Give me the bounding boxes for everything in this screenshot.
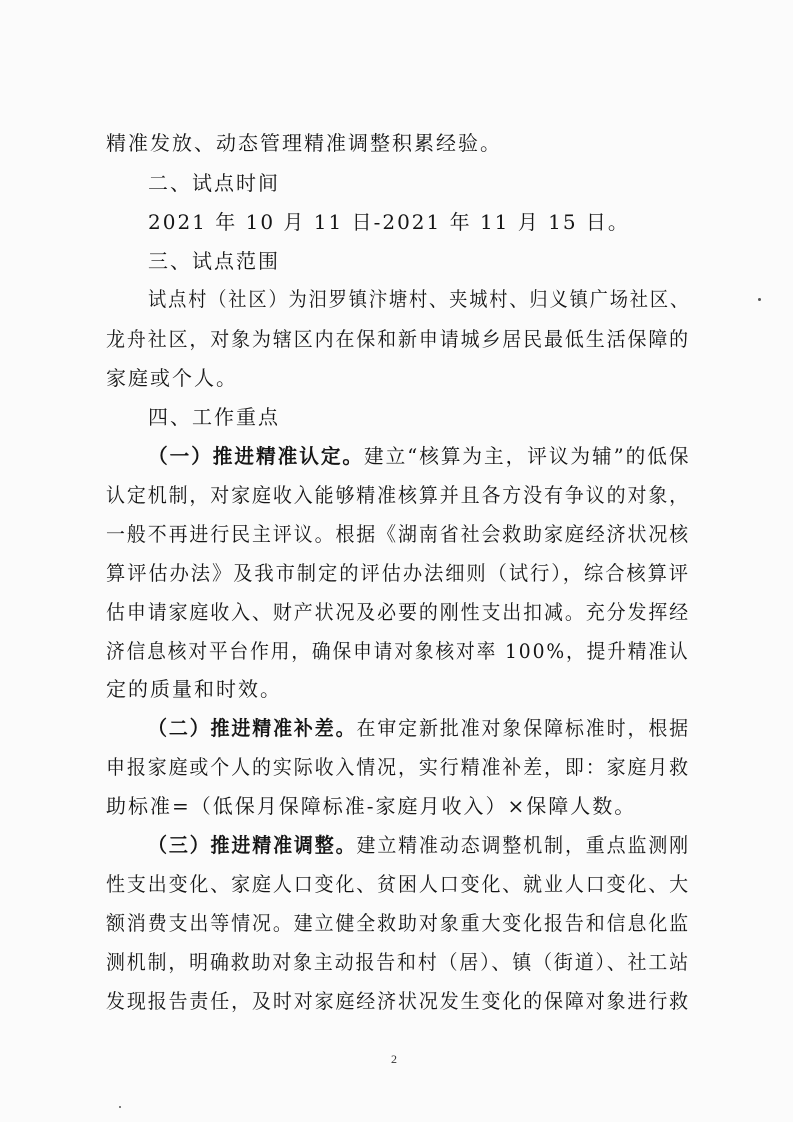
item-1-text: 建立“核算为主，评议为辅”的低保 <box>364 444 691 468</box>
item-3-title: （三）推进精准调整。 <box>148 833 357 857</box>
page-number: 2 <box>391 1052 397 1066</box>
item-3-line-2: 性支出变化、家庭人口变化、贫困人口变化、就业人口变化、大 <box>106 872 691 896</box>
section-3-body-line-2: 龙舟社区，对象为辖区内在保和新申请城乡居民最低生活保障的 <box>106 327 691 351</box>
item-1-line-4: 算评估办法》及我市制定的评估办法细则（试行），综合核算评 <box>106 561 691 585</box>
section-3-body-line-3: 家庭或个人。 <box>106 366 238 390</box>
continuation-line: 精准发放、动态管理精准调整积累经验。 <box>106 131 502 155</box>
section-2-title: 二、试点时间 <box>148 171 280 195</box>
item-3-line-4: 测机制，明确救助对象主动报告和村（居）、镇（街道）、社工站 <box>106 950 691 974</box>
item-1-line-7: 定的质量和时效。 <box>106 677 282 701</box>
item-2-title: （二）推进精准补差。 <box>148 716 357 740</box>
scan-speck <box>758 298 761 301</box>
item-1-line-5: 估申请家庭收入、财产状况及必要的刚性支出扣减。充分发挥经 <box>106 600 691 624</box>
item-1-line-2: 认定机制，对家庭收入能够精准核算并且各方没有争议的对象， <box>106 483 691 507</box>
item-3-line-3: 额消费支出等情况。建立健全救助对象重大变化报告和信息化监 <box>106 911 691 935</box>
section-4-title: 四、工作重点 <box>148 405 280 429</box>
item-1-title: （一）推进精准认定。 <box>148 444 365 468</box>
item-3-line-1 <box>148 833 690 857</box>
section-3-title: 三、试点范围 <box>148 249 280 273</box>
scan-speck <box>119 1106 121 1108</box>
item-1-line-6: 济信息核对平台作用，确保申请对象核对率 100%，提升精准认 <box>106 639 690 663</box>
item-2-line-1 <box>148 716 690 740</box>
item-3-text: 建立精准动态调整机制，重点监测刚 <box>356 833 691 857</box>
item-3-line-5: 发现报告责任，及时对家庭经济状况发生变化的保障对象进行救 <box>106 989 691 1013</box>
item-1-line-3: 一般不再进行民主评议。根据《湖南省社会救助家庭经济状况核 <box>106 522 691 546</box>
section-2-body: 2021 年 10 月 11 日-2021 年 11 月 15 日。 <box>148 210 630 234</box>
item-2-line-2: 申报家庭或个人的实际收入情况，实行精准补差，即：家庭月救 <box>106 755 691 779</box>
item-2-line-3: 助标准=（低保月保障标准-家庭月收入）×保障人数。 <box>106 794 637 818</box>
item-2-text: 在审定新批准对象保障标准时，根据 <box>356 716 691 740</box>
section-3-body-line-1: 试点村（社区）为汨罗镇汴塘村、夹城村、归义镇广场社区、 <box>148 287 691 311</box>
item-1-line-1 <box>148 444 690 468</box>
